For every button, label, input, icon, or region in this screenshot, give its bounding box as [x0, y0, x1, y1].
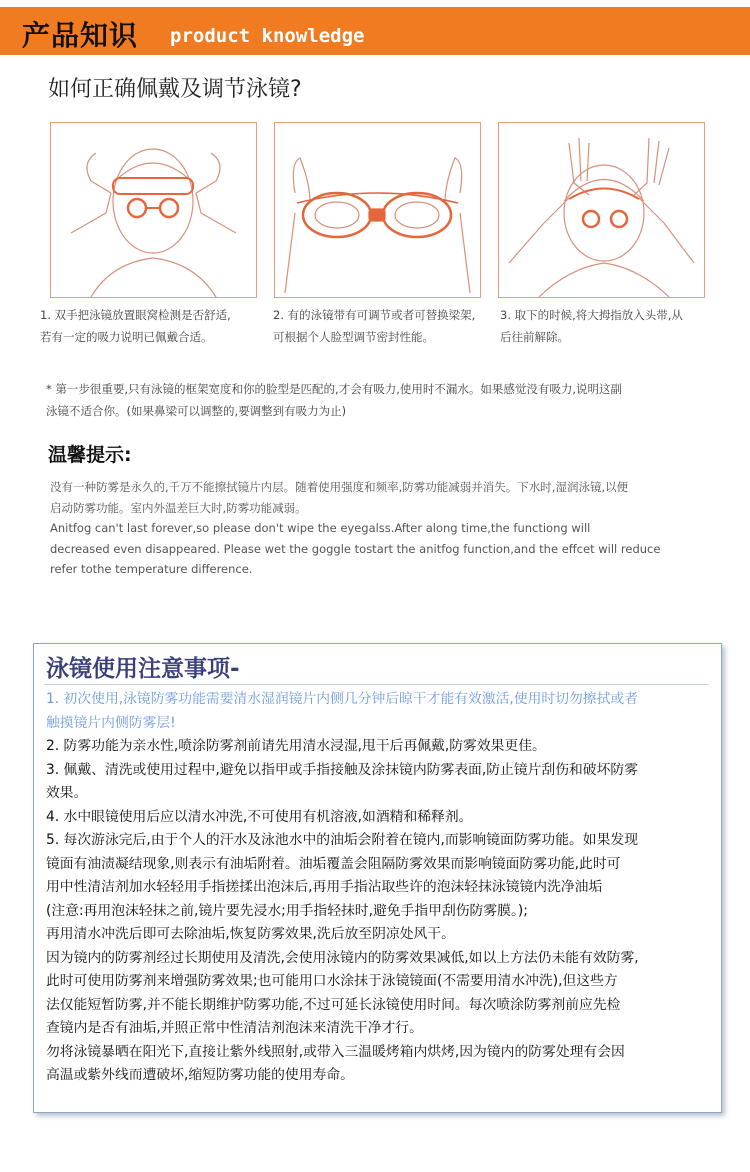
notice-item5-line: 此时可使用防雾剂来增强防雾效果;也可能用口水涂抹于泳镜镜面(不需要用清水冲洗),但这些方 — [46, 973, 618, 989]
notice-item5-line: 因为镜内的防雾剂经过长期使用及清洗,会使用泳镜内的防雾效果减低,如以上方法仍未能有效防雾, — [46, 949, 639, 966]
tips-title: 温馨提示: — [48, 444, 132, 466]
step3-caption — [500, 304, 725, 348]
notice-item2: 2. 防雾功能为亲水性,喷涂防雾剂前请先用清水浸湿,甩干后再佩戴,防雾效果更佳。 — [46, 738, 546, 754]
tips-body — [50, 477, 710, 580]
tips-cn-line1: 没有一种防雾是永久的,千万不能擦拭镜片内层。随着使用强度和频率,防雾功能减弱并消失。下水时,湿润泳镜,以便 — [50, 480, 629, 494]
notice-item3-line1: 3. 佩戴、清洗或使用过程中,避免以指甲或手指接触及涂抹镜内防雾表面,防止镜片刮伤和破坏防雾 — [46, 761, 638, 778]
notice-body — [46, 688, 714, 1088]
notice-divider — [44, 684, 709, 685]
banner-title-en: product knowledge — [170, 25, 365, 47]
fit-note-line2: 泳镜不适合你。(如果鼻梁可以调整的,要调整到有吸力为止) — [46, 404, 347, 418]
notice-item5-line: 镜面有油渍凝结现象,则表示有油垢附着。油垢覆盖会阻隔防雾效果而影响镜面防雾功能,此时可 — [46, 855, 621, 872]
notice-item5-line: (注意:再用泡沫轻抹之前,镜片要先浸水;用手指轻抹时,避免手指甲刮伤防雾膜。); — [46, 902, 528, 919]
notice-item5-line: 法仅能短暂防雾,并不能长期维护防雾功能,不过可延长泳镜使用时间。每次喷涂防雾剂前应先检 — [46, 996, 621, 1013]
tips-en-line2: decreased even disappeared. Please wet the goggle tostart the anitfog function,and the effcet will reduce — [50, 541, 661, 556]
step2-caption — [273, 304, 498, 348]
header-banner — [0, 7, 750, 55]
notice-title: 泳镜使用注意事项- — [46, 656, 240, 682]
notice-item5-line: 再用清水冲洗后即可去除油垢,恢复防雾效果,洗后放至阴凉处风干。 — [46, 926, 455, 942]
fit-note-line1: * 第一步很重要,只有泳镜的框架宽度和你的脸型是匹配的,才会有吸力,使用时不漏水。如果感觉没有吸力,说明这副 — [46, 382, 623, 396]
step1-caption-line2: 若有一定的吸力说明已佩戴合适。 — [40, 330, 213, 344]
step2-illustration — [274, 122, 481, 298]
notice-item5-line: 高温或紫外线而遭破坏,缩短防雾功能的使用寿命。 — [46, 1067, 354, 1083]
banner-title-cn: 产品知识 — [22, 19, 139, 52]
step2-caption-line2: 可根据个人脸型调节密封性能。 — [273, 330, 434, 344]
step3-illustration — [498, 122, 705, 298]
step3-caption-line1: 3. 取下的时候,将大拇指放入头带,从 — [500, 308, 683, 322]
notice-item5-line: 查镜内是否有油垢,并照正常中性清洁剂泡沫来清洗干净才行。 — [46, 1020, 423, 1036]
tips-cn-line2: 启动防雾功能。室内外温差巨大时,防雾功能减弱。 — [50, 500, 307, 515]
notice-box — [33, 643, 722, 1113]
notice-item4: 4. 水中眼镜使用后应以清水冲洗,不可使用有机溶液,如酒精和稀释剂。 — [46, 808, 473, 825]
wearing-guide-title: 如何正确佩戴及调节泳镜? — [48, 77, 302, 102]
notice-item5-line: 5. 每次游泳完后,由于个人的汗水及泳池水中的油垢会附着在镜内,而影响镜面防雾功能。如果发现 — [46, 832, 638, 848]
fit-note — [46, 378, 706, 422]
notice-item5-line: 勿将泳镜暴晒在阳光下,直接让紫外线照射,或带入三温暖烤箱内烘烤,因为镜内的防雾处理有会因 — [46, 1043, 625, 1060]
tips-en-line3: refer tothe temperature difference. — [50, 562, 253, 576]
notice-item5-line: 用中性清洁剂加水轻轻用手指搓揉出泡沫后,再用手指沾取些许的泡沫轻抹泳镜镜内洗净油垢 — [46, 879, 603, 895]
step1-caption — [40, 304, 265, 348]
step3-caption-line2: 后往前解除。 — [500, 330, 569, 344]
notice-item1-line1: 1. 初次使用,泳镜防雾功能需要清水湿润镜片内侧几分钟后晾干才能有效激活,使用时切勿擦拭或者 — [46, 691, 638, 707]
notice-item3-line2: 效果。 — [46, 785, 88, 801]
step1-caption-line1: 1. 双手把泳镜放置眼窝检测是否舒适, — [40, 308, 231, 322]
step1-illustration — [50, 122, 257, 298]
step2-caption-line1: 2. 有的泳镜带有可调节或者可替换梁架, — [273, 308, 476, 322]
tips-en-line1: Anitfog can't last forever,so please don't wipe the eyegalss.After along time,the functiong will — [50, 521, 591, 535]
notice-item1-line2: 触摸镜片内侧防雾层! — [46, 714, 176, 731]
